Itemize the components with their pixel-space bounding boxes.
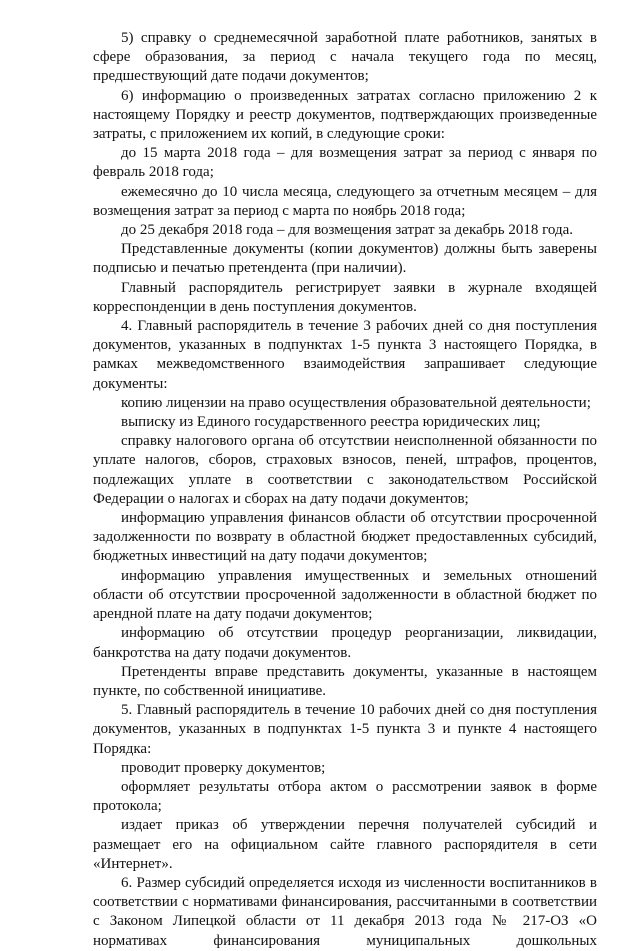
paragraph-deadline-december: до 25 декабря 2018 года – для возмещения затрат за декабрь 2018 года. [121,222,574,239]
paragraph-deadline-monthly: ежемесячно до 10 числа месяца, следующего за отчетным месяцем – для возмещения затрат за период с марта по ноябрь 2018 года; [93,183,597,219]
paragraph-registry-extract: выписку из Единого государственного реестра юридических лиц; [121,414,541,431]
paragraph-document-check: проводит проверку документов; [121,759,326,776]
paragraph-clause-5: 5. Главный распорядитель в течение 10 рабочих дней со дня поступления документов, указанных в подпунктах 1-5 пункта 3 и пункте 4 настоящего Порядка: [93,702,597,757]
paragraph-costs-information: 6) информацию о произведенных затратах согласно приложению 2 к настоящему Порядку и реестр документов, подтверждающих произведенные затраты, с приложением их копий, в следующие сроки: [93,87,597,143]
paragraph-registration: Главный распорядитель регистрирует заявки в журнале входящей корреспонденции в день поступления документов. [93,279,597,315]
paragraph-salary-certificate: 5) справку о среднемесячной заработной плате работников, занятых в сфере образования, за период с начала текущего года по месяц, предшествующий дате подачи документов; [93,30,597,85]
paragraph-order-publication: издает приказ об утверждении перечня получателей субсидий и размещает его на официальном сайте главного распорядителя в сети «Интернет». [93,817,597,872]
paragraph-license-copy: копию лицензии на право осуществления образовательной деятельности; [121,394,591,411]
paragraph-property-information: информацию управления имущественных и земельных отношений области об отсутствии просроченной задолженности в областной бюджет по арендной плате на дату подачи документов; [93,567,597,623]
paragraph-protocol: оформляет результаты отбора актом о рассмотрении заявок в форме протокола; [93,778,597,815]
paragraph-clause-6: 6. Размер субсидий определяется исходя из численности воспитанников в соответствии с нормативами финансирования, рассчитанными в соответствии с Законом Липецкой области от 11 декабря 2013 года № 217-ОЗ «О нормативах финансирования муниципальных дошкольных [93,874,597,949]
paragraph-clause-4: 4. Главный распорядитель в течение 3 рабочих дней со дня поступления документов, указанных в подпунктах 1-5 пункта 3 настоящего Порядка, в рамках межведомственного взаимодействия запрашивает следующие документы: [93,318,597,392]
paragraph-certification: Представленные документы (копии документов) должны быть заверены подписью и печатью претендента (при наличии). [93,241,597,277]
paragraph-own-initiative: Претенденты вправе представить документы, указанные в настоящем пункте, по собственной инициативе. [93,663,597,699]
paragraph-finance-information: информацию управления финансов области об отсутствии просроченной задолженности по возврату в областной бюджет предоставленных субсидий, бюджетных инвестиций на дату подачи документов; [93,510,597,565]
paragraph-tax-certificate: справку налогового органа об отсутствии неисполненной обязанности по уплате налогов, сборов, страховых взносов, пеней, штрафов, процентов, подлежащих уплате в соответствии с законодательством Российской Федерации о налогах и сборах на дату подачи документов; [93,433,597,507]
paragraph-deadline-march: до 15 марта 2018 года – для возмещения затрат за период с января по февраль 2018 года; [93,145,597,181]
paragraph-reorganization-information: информацию об отсутствии процедур реорганизации, ликвидации, банкротства на дату подачи документов. [93,625,597,661]
document-text [93,29,597,951]
